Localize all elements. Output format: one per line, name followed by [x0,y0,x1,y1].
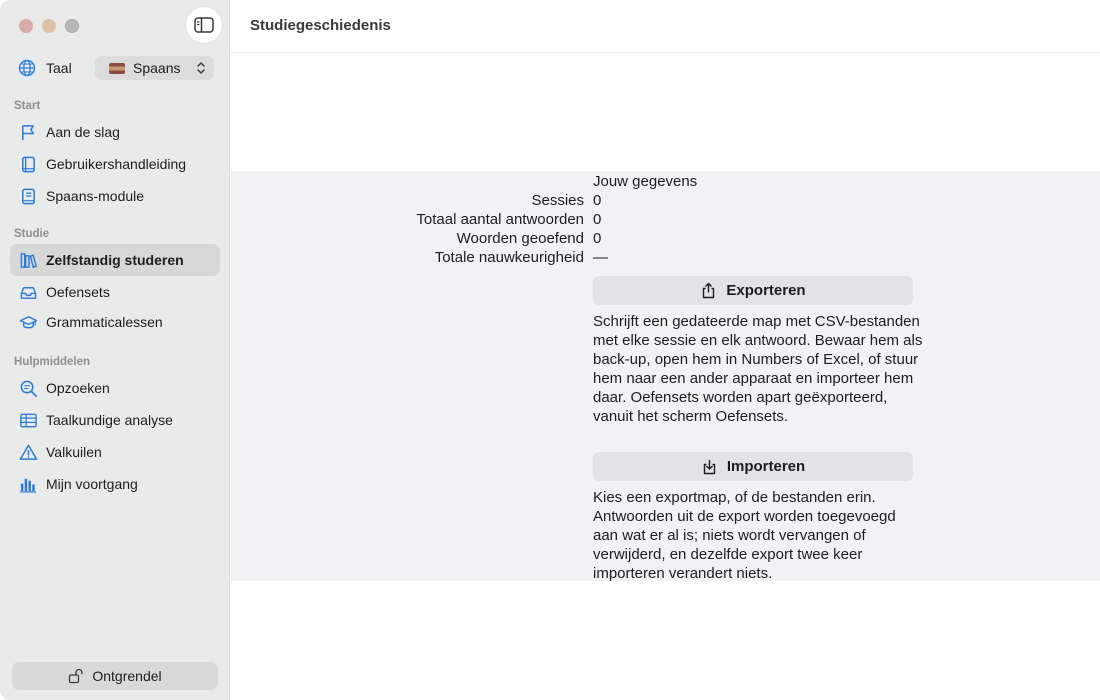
unlock-label: Ontgrendel [92,668,162,684]
export-label: Exporteren [726,282,806,299]
tray-icon [18,282,38,302]
chevron-updown-icon [196,61,206,75]
sidebar-item-label: Grammaticalessen [46,314,163,330]
import-description: Kies een exportmap, of de bestanden erin. Antwoorden uit de export worden toegevoegd aan wat er al is; niets wordt vervangen of verwijderd, en dezelfde export twee keer importeren verandert niets. [593,489,896,582]
import-button[interactable] [593,452,913,481]
import-tray-icon [701,458,718,475]
sidebar-item-label: Mijn voortgang [46,476,138,492]
sidebar-icon [194,17,214,33]
sidebar-item-label: Gebruikershandleiding [46,156,187,172]
books-icon [18,250,38,270]
stat-label-total-answers: Totaal aantal antwoorden [416,211,584,228]
sidebar-item-label: Spaans-module [46,188,145,204]
unlock-icon [68,668,84,684]
stat-label-sessions: Sessies [531,192,584,209]
sidebar-item-label: Aan de slag [46,124,120,140]
spain-flag-icon [109,63,125,74]
sidebar-item-getting-started[interactable] [10,116,220,148]
stat-value-total-answers: 0 [593,211,602,228]
section-start: Start [14,100,41,112]
language-value: Spaans [133,60,181,76]
flag-icon [18,122,38,142]
close-window-button[interactable] [19,19,33,33]
stat-value-total-accuracy: — [593,249,608,266]
page-title: Studiegeschiedenis [250,17,391,34]
sidebar-item-label: Zelfstandig studeren [46,252,184,268]
zoom-window-button[interactable] [65,19,79,33]
table-icon [18,410,38,430]
export-button[interactable] [593,276,913,305]
stats-heading: Jouw gegevens [593,173,698,190]
book-icon [18,154,38,174]
main-content [231,0,1100,700]
warning-icon [18,442,38,462]
sidebar-item-lookup[interactable] [10,372,220,404]
sidebar-item-my-progress[interactable] [10,468,220,500]
share-icon [700,282,717,299]
sidebar-item-spanish-module[interactable] [10,180,220,212]
export-description: Schrijft een gedateerde map met CSV-bestanden met elke sessie en elk antwoord. Bewaar hem als back-up, open hem in Numbers of Excel, of stuur hem naar een ander apparaat en importeer hem daar. Oefensets worden apart geëxporteerd, vanuit het scherm Oefensets. [593,313,923,425]
language-select[interactable] [95,56,214,80]
stat-label-words-practiced: Woorden geoefend [456,230,584,247]
section-studie: Studie [14,228,50,240]
magnifier-text-icon [18,378,38,398]
title-bar [231,0,1100,53]
sidebar-item-linguistic-analysis[interactable] [10,404,220,436]
language-row [18,56,214,80]
stat-value-sessions: 0 [593,192,602,209]
sidebar-item-label: Oefensets [46,284,110,300]
window-controls [19,19,79,33]
sidebar-item-user-manual[interactable] [10,148,220,180]
language-label: Taal [46,60,72,76]
minimize-window-button[interactable] [42,19,56,33]
sidebar-item-label: Valkuilen [46,444,102,460]
import-label: Importeren [726,458,806,475]
unlock-button[interactable] [12,662,218,690]
book-closed-icon [18,186,38,206]
sidebar-item-pitfalls[interactable] [10,436,220,468]
sidebar-toggle-button[interactable] [186,7,222,43]
sidebar-item-label: Opzoeken [46,380,110,396]
bar-chart-icon [18,474,38,494]
stat-value-words-practiced: 0 [593,230,602,247]
sidebar [0,0,230,700]
globe-icon [18,59,36,77]
section-hulpmiddelen: Hulpmiddelen [14,356,91,368]
sidebar-item-self-study[interactable] [10,244,220,276]
sidebar-item-practice-sets[interactable] [10,276,220,308]
stat-label-total-accuracy: Totale nauwkeurigheid [434,249,584,266]
graduation-cap-icon [18,312,38,332]
sidebar-item-label: Taalkundige analyse [46,412,173,428]
sidebar-item-grammar-lessons[interactable] [10,306,220,338]
